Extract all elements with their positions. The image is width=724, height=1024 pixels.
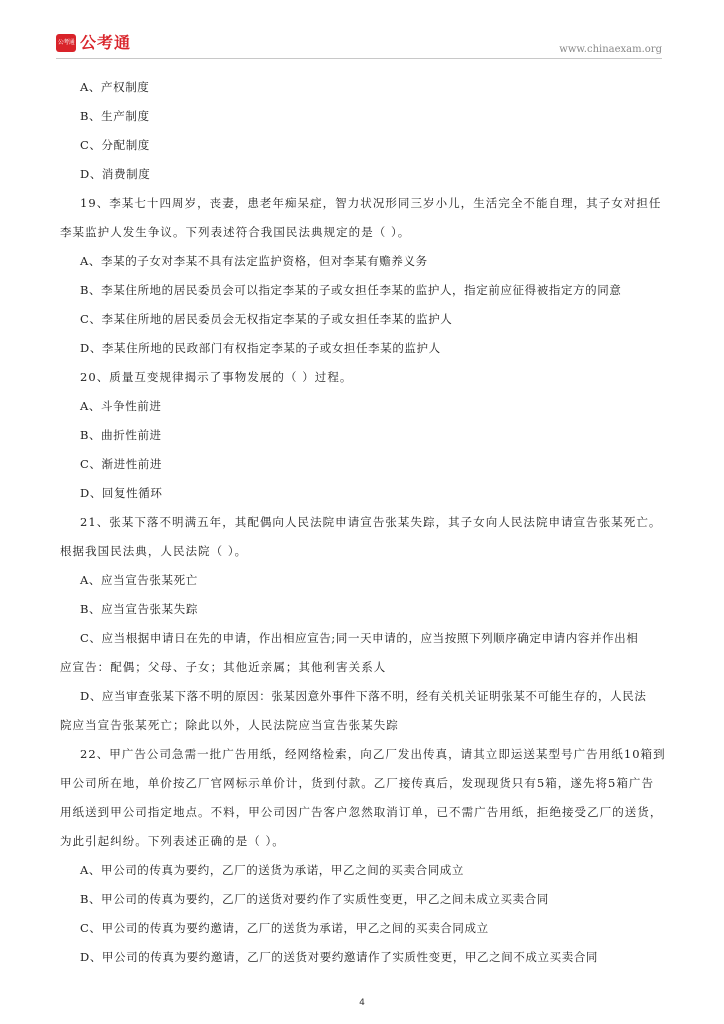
- question-text-continued: 用纸送到甲公司指定地点。不料，甲公司因广告客户忽然取消订单，已不需广告用纸，拒绝接受乙厂的送货，: [60, 805, 663, 819]
- answer-option: D、李某住所地的民政部门有权指定李某的子或女担任李某的监护人: [80, 341, 441, 355]
- logo-text: 公考通: [80, 33, 132, 52]
- document-body: [60, 73, 670, 972]
- site-url[interactable]: www.chinaexam.org: [559, 44, 662, 55]
- answer-option: A、斗争性前进: [80, 399, 162, 413]
- answer-option: B、生产制度: [80, 109, 150, 123]
- answer-option: D、甲公司的传真为要约邀请，乙厂的送货对要约邀请作了实质性变更，甲乙之间不成立买卖合同: [80, 950, 599, 964]
- answer-option: B、曲折性前进: [80, 428, 162, 442]
- answer-option: C、甲公司的传真为要约邀请，乙厂的送货为承诺，甲乙之间的买卖合同成立: [80, 921, 489, 935]
- answer-option: D、回复性循环: [80, 486, 163, 500]
- page-number: 4: [359, 998, 365, 1008]
- answer-option: B、甲公司的传真为要约，乙厂的送货对要约作了实质性变更，甲乙之间未成立买卖合同: [80, 892, 549, 906]
- question-text: 21、张某下落不明满五年，其配偶向人民法院申请宣告张某失踪，其子女向人民法院申请宣告张某死亡。: [80, 515, 662, 529]
- answer-option: A、产权制度: [80, 80, 150, 94]
- answer-option: C、分配制度: [80, 138, 150, 152]
- question-text-continued: 为此引起纠纷。下列表述正确的是（ ）。: [60, 834, 285, 848]
- answer-option: C、李某住所地的居民委员会无权指定李某的子或女担任李某的监护人: [80, 312, 453, 326]
- header-divider: [56, 58, 662, 59]
- answer-option: A、应当宣告张某死亡: [80, 573, 198, 587]
- answer-option: A、李某的子女对李某不具有法定监护资格，但对李某有赡养义务: [80, 254, 428, 268]
- question-text-continued: 应宣告：配偶；父母、子女；其他近亲属；其他利害关系人: [60, 660, 387, 674]
- question-text-continued: 院应当宣告张某死亡；除此以外，人民法院应当宣告张某失踪: [60, 718, 399, 732]
- answer-option: B、李某住所地的居民委员会可以指定李某的子或女担任李某的监护人，指定前应征得被指定方的同意: [80, 283, 622, 297]
- answer-option: A、甲公司的传真为要约，乙厂的送货为承诺，甲乙之间的买卖合同成立: [80, 863, 465, 877]
- answer-option: D、应当审查张某下落不明的原因：张某因意外事件下落不明，经有关机关证明张某不可能生存的，人民法: [80, 689, 647, 703]
- question-text-continued: 根据我国民法典，人民法院（ ）。: [60, 544, 248, 558]
- page-header: [0, 0, 724, 62]
- question-text-continued: 甲公司所在地，单价按乙厂官网标示单价计，货到付款。乙厂接传真后，发现现货只有5箱，遂先将5箱广告: [60, 776, 655, 790]
- logo-badge-icon: 公考通: [56, 34, 76, 52]
- question-text-continued: 李某监护人发生争议。下列表述符合我国民法典规定的是（ ）。: [60, 225, 411, 239]
- question-text: 19、李某七十四周岁，丧妻，患老年痴呆症，智力状况形同三岁小儿，生活完全不能自理，其子女对担任: [80, 196, 662, 210]
- site-logo[interactable]: [56, 33, 131, 53]
- question-text: 22、甲广告公司急需一批广告用纸，经网络检索，向乙厂发出传真，请其立即运送某型号广告用纸10箱到: [80, 747, 666, 761]
- answer-option: D、消费制度: [80, 167, 151, 181]
- answer-option: C、应当根据申请日在先的申请，作出相应宣告;同一天申请的，应当按照下列顺序确定申请内容并作出相: [80, 631, 639, 645]
- answer-option: B、应当宣告张某失踪: [80, 602, 198, 616]
- answer-option: C、渐进性前进: [80, 457, 162, 471]
- question-text: 20、质量互变规律揭示了事物发展的（ ）过程。: [80, 370, 353, 384]
